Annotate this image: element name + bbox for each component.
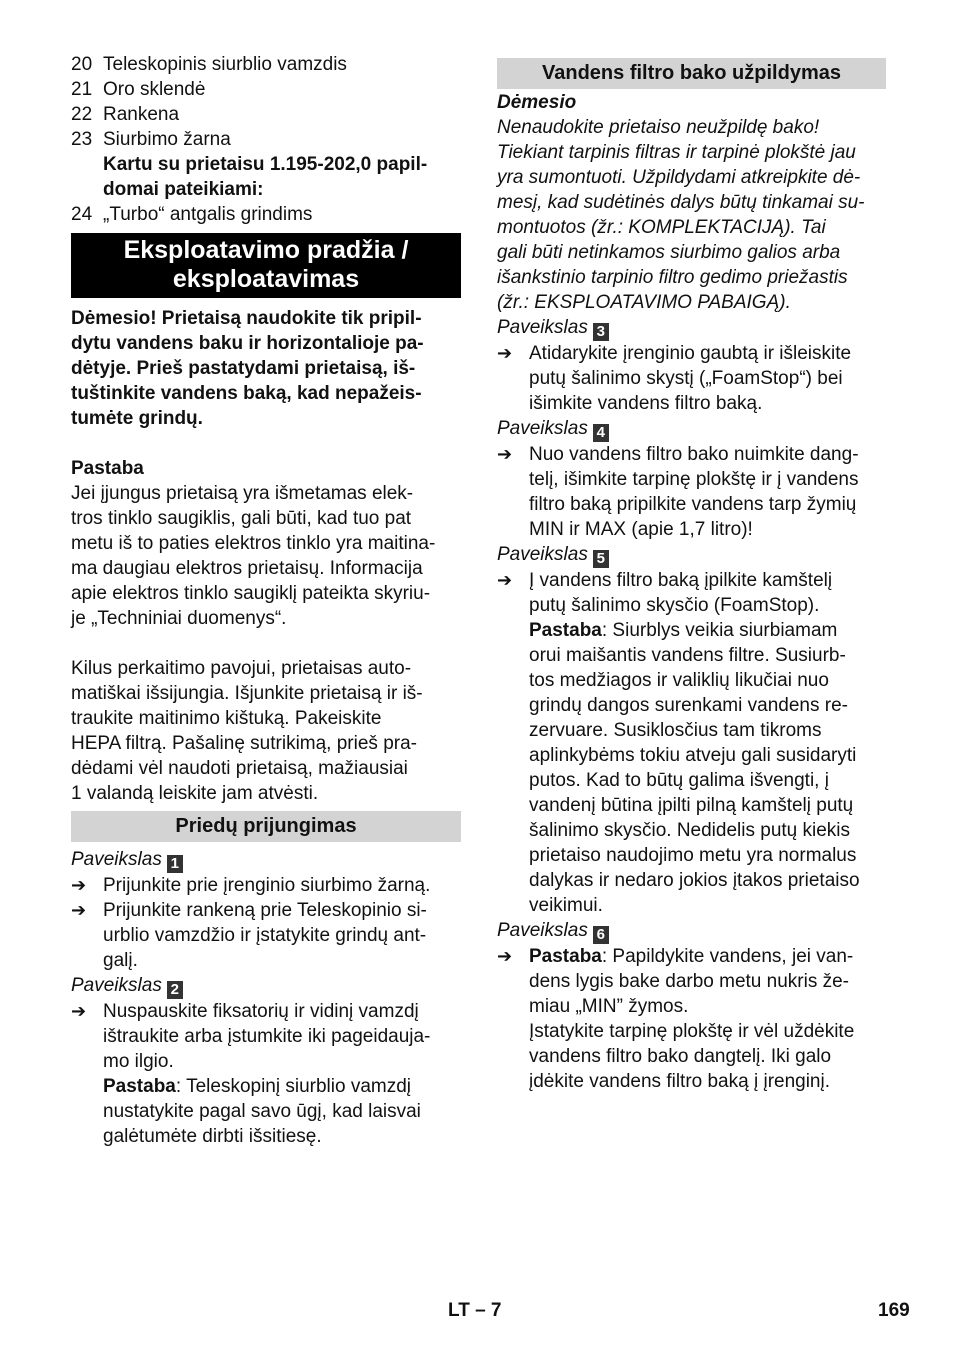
instruction-step: ➔ Prijunkite prie įrenginio siurbimo žarną. <box>71 875 431 896</box>
figure-label: Paveikslas <box>497 544 588 565</box>
right-column <box>497 52 886 1094</box>
figure-reference-6 <box>497 918 886 944</box>
figure-label: Paveikslas <box>71 975 162 996</box>
instruction-step: ➔ Pastaba: Papildykite vandens, jei van- dens lygis bake darbo metu nukris že- miau „MIN” žymos. Įstatykite tarpinę plokštę ir vėl uždėkite vandens filtro bako dangtelį. Iki galo įdėkite vandens filtro baką į įrenginį. <box>497 944 886 1094</box>
part-number: 24 <box>71 204 93 225</box>
instruction-step: ➔ Nuo vandens filtro bako nuimkite dang- telį, išimkite tarpinę plokštę ir į vandens filtro baką pripilkite vandens tarp žymių MIN ir MAX (apie 1,7 litro)! <box>497 444 859 540</box>
footer-section-label: LT – 7 <box>448 1300 502 1321</box>
part-label: Siurbimo žarna <box>103 129 231 150</box>
part-label: Oro sklendė <box>103 79 206 100</box>
step-note: Pastaba: Papildykite vandens, jei van- dens lygis bake darbo metu nukris že- miau „MIN” žymos. <box>529 946 854 1017</box>
subheading-accessory-connection: Priedų prijungimas <box>71 811 461 842</box>
figure-label: Paveikslas <box>497 317 588 338</box>
step-note: Pastaba: Siurblys veikia siurbiamam orui maišantis vandens filtre. Susiurb- tos medžiagos ir valiklių likučiai nuo grindų dangos surenkami vandens re- zervuare. Susiklosčius tam tikroms aplinkybėms tokiu atveju gali susidaryti putos. Kad to būtų galima išvengti, į vandenį būtina įpilti pilną kamštelį putų šalinimo skysčio. Nedidelis putų kiekis prietaiso naudojimo metu yra normalus dalykas ir nedaro jokios įtakos prietaiso veikimui. <box>529 620 860 916</box>
figure-reference-4 <box>497 416 886 442</box>
figure-label: Paveikslas <box>71 849 162 870</box>
part-label: Rankena <box>103 104 180 125</box>
step-note: Pastaba: Teleskopinį siurblio vamzdį nustatykite pagal savo ūgį, kad laisvai galėtumėte dirbti išsitiesę. <box>103 1076 421 1147</box>
arrow-right-icon: ➔ <box>71 1001 87 1021</box>
part-item-20 <box>71 52 461 77</box>
figure-number-badge: 4 <box>593 424 609 442</box>
figure-number-badge: 3 <box>593 323 609 341</box>
subheading-water-filter: Vandens filtro bako užpildymas <box>497 58 886 89</box>
part-number: 20 <box>71 54 93 75</box>
warning-text: Dėmesio! Prietaisą naudokite tik pripil- dytu vandens baku ir horizontalioje pa- dėtyje. Prieš pastatydami prietaisą, iš- tuštinkite vandens baką, kad nepažeis- tumėte grindų. <box>71 308 424 429</box>
section-heading-operation: Eksploatavimo pradžia / eksploatavimas <box>71 233 461 298</box>
left-column <box>71 52 461 1149</box>
instruction-step: ➔ Prijunkite rankeną prie Teleskopinio si- urblio vamzdžio ir įstatykite grindų ant- galį. <box>71 900 427 971</box>
figure-reference-1 <box>71 847 461 873</box>
instruction-step: ➔ Nuspauskite fiksatorių ir vidinį vamzdį ištraukite arba įstumkite iki pageidauja- mo ilgio. Pastaba: Teleskopinį siurblio vamzdį nustatykite pagal savo ūgį, kad laisvai galėtumėte dirbti išsitiesę. <box>71 1001 431 1147</box>
overheat-text: Kilus perkaitimo pavojui, prietaisas auto- matiškai išsijungia. Išjunkite prietaisą ir iš- traukite maitinimo kištuką. Pakeiskite HEPA filtrą. Pašalinę sutrikimą, prieš pra- dėdami vėl naudoti prietaisą, mažiausiai 1 valandą leiskite jam atvėsti. <box>71 658 423 804</box>
part-item-22 <box>71 102 461 127</box>
figure-number-badge: 2 <box>167 981 183 999</box>
arrow-right-icon: ➔ <box>71 900 87 920</box>
arrow-right-icon: ➔ <box>71 875 87 895</box>
part-item-23 <box>71 127 461 152</box>
arrow-right-icon: ➔ <box>497 343 513 363</box>
part-item-24 <box>71 202 461 227</box>
attention-label: Dėmesio <box>497 92 577 113</box>
part-number: 21 <box>71 79 93 100</box>
part-label: Teleskopinis siurblio vamzdis <box>103 54 347 75</box>
page-number: 169 <box>878 1300 910 1321</box>
part-number: 23 <box>71 129 93 150</box>
figure-reference-3 <box>497 315 886 341</box>
figure-label: Paveikslas <box>497 920 588 941</box>
figure-number-badge: 5 <box>593 550 609 568</box>
arrow-right-icon: ➔ <box>497 570 513 590</box>
part-number: 22 <box>71 104 93 125</box>
figure-number-badge: 6 <box>593 926 609 944</box>
note-text: Jei įjungus prietaisą yra išmetamas elek- tros tinklo saugiklis, gali būti, kad tuo pat metu iš to paties elektros tinklo yra maitina- ma daugiau elektros prietaisų. Informacija apie elektros tinklo saugiklį pateikta skyriu- je „Techniniai duomenys“. <box>71 483 436 629</box>
figure-reference-5 <box>497 542 886 568</box>
attention-text: Nenaudokite prietaiso neužpildę bako! Tiekiant tarpinis filtras ir tarpinė plokštė jau yra sumontuoti. Užpildydami atkreipkite dė- mesį, kad sudėtinės dalys būtų tinkamai su- montuotos (žr.: KOMPLEKTACIJĄ). Tai gali būti netinkamos siurbimo galios arba išankstinio tarpinio filtro gedimo priežastis (žr.: EKSPLOATAVIMO PABAIGĄ). <box>497 117 865 313</box>
arrow-right-icon: ➔ <box>497 946 513 966</box>
instruction-step: ➔ Atidarykite įrenginio gaubtą ir išleiskite putų šalinimo skystį („FoamStop“) bei išimkite vandens filtro baką. <box>497 343 852 414</box>
figure-label: Paveikslas <box>497 418 588 439</box>
figure-reference-2 <box>71 973 461 999</box>
note-label: Pastaba <box>71 458 144 479</box>
part-item-21 <box>71 77 461 102</box>
part-label: „Turbo“ antgalis grindims <box>103 204 313 225</box>
instruction-step: ➔ Į vandens filtro baką įpilkite kamštelį putų šalinimo skysčio (FoamStop). Pastaba: Siurblys veikia siurbiamam orui maišantis vandens filtre. Susiurb- tos medžiagos ir valiklių likučiai nuo grindų dangos surenkami vandens re- zervuare. Susiklosčius tam tikroms aplinkybėms tokiu atveju gali susidaryti putos. Kad to būtų galima išvengti, į vandenį būtina įpilti pilną kamštelį putų šalinimo skysčio. Nedidelis putų kiekis prietaiso naudojimo metu yra normalus dalykas ir nedaro jokios įtakos prietaiso veikimui. <box>497 570 860 916</box>
included-accessories-note: Kartu su prietaisu 1.195-202,0 papil- domai pateikiami: <box>103 154 428 200</box>
arrow-right-icon: ➔ <box>497 444 513 464</box>
figure-number-badge: 1 <box>167 855 183 873</box>
